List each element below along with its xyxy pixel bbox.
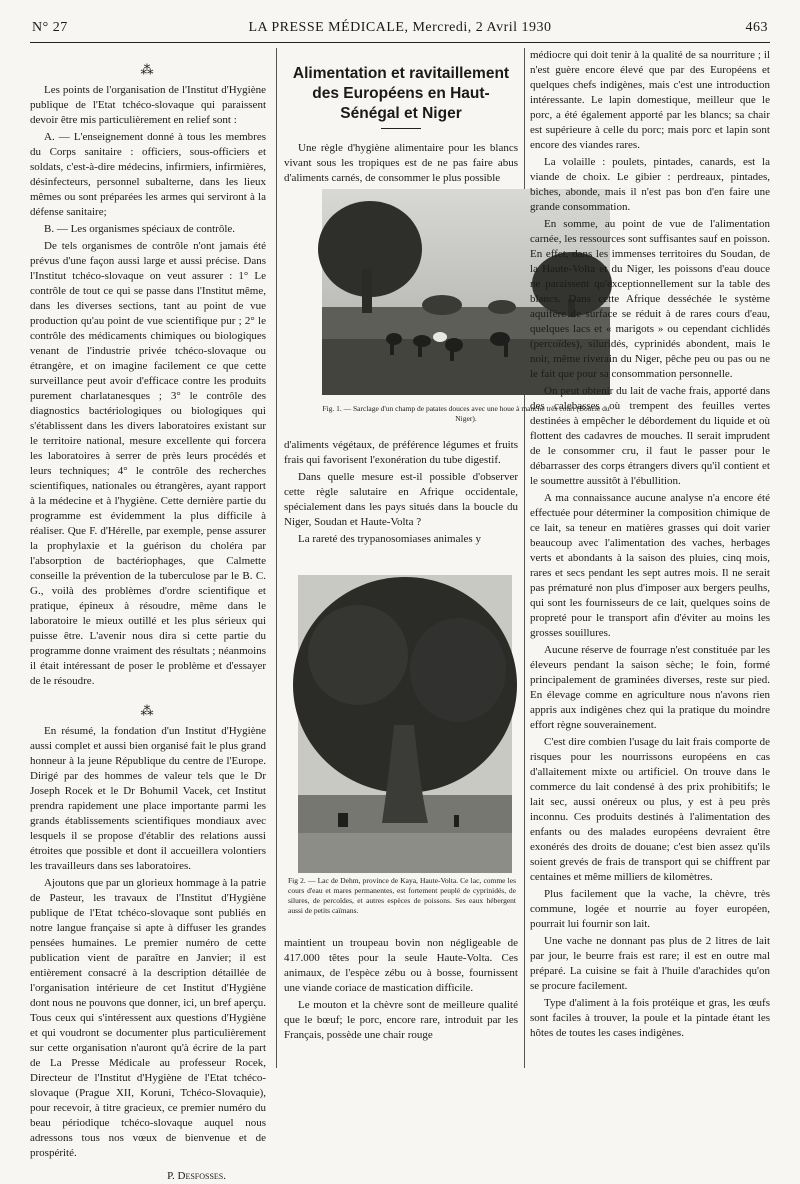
- section-separator: ⁂: [140, 62, 156, 77]
- author-signature: P. Desfosses.: [167, 1170, 226, 1182]
- paragraph: En résumé, la fondation d'un Institut d'Hygiène aussi complet et aussi bien organisé fait le plus grand honneur à la jeune République du centre de l'Europe. Dirigé par des hommes de valeur tels que le Dr Joseph Rocek et le Dr Bohumil Vacek, cet Institut prendra rapidement une place importante parmi les grands établissements scientifiques mondiaux avec lesquels il se propose d'établir des relations aussi étroites que possible et dont il accueillera volontiers les travailleurs dans ses laboratoires.: [30, 725, 266, 872]
- paragraph: Ajoutons que par un glorieux hommage à la patrie de Pasteur, les travaux de l'Institut d'Hygiène publique de l'Etat tchéco-slovaque sont publiés en notre langue française si apte à diffuser les grandes pensées humaines. Le premier numéro de cette publication vient de paraître en Janvier; il est entièrement consacré à la description détaillée de l'organisation intérieure de cet Institut d'Hygiène dont nous ne pouvons que donner, ici, un bref aperçu. Tous ceux qui s'intéressent aux questions d'Hygiène et qui voudront se documenter plus particulièrement sur cette organisation n'auront qu'à écrire de la part de La Presse Médicale au professeur Rocek, Directeur de l'Institut d'Hygiène de l'Etat tchéco-slovaque (Prague XII, Koruni, Tchéco-Slovaquie), pour recevoir, à titre gracieux, ce premier numéro du beau périodique tchéco-slovaque auquel nous adressons tous nos vœux de bienvenue et de prospérité.: [30, 877, 267, 1159]
- journal-title: LA PRESSE MÉDICALE, Mercredi, 2 Avril 1930: [248, 20, 552, 35]
- column-2: [284, 48, 518, 188]
- paragraph: On peut obtenir du lait de vache frais, apporté dans des calebasses où trempent des feuilles vertes destinées à empêcher le débordement du liquide et où flottent des cadavres de mouches. Il serait imprudent de le consommer cru, il faut le passer pour le débarrasser des corps étrangers divers qu'il contient et le soumettre aussitôt à l'ébullition.: [530, 385, 770, 487]
- paragraph: maintient un troupeau bovin non négligeable de 417.000 têtes pour la seule Haute-Volta. Ces animaux, de l'espèce zébu ou à bosse, fournissent une viande coriace de mastication difficile.: [284, 937, 518, 994]
- section-separator: ⁂: [140, 703, 156, 718]
- page-number: 463: [745, 20, 768, 35]
- column-2-end: [284, 936, 518, 1045]
- figure-2-photo: [298, 575, 512, 873]
- paragraph: Les points de l'organisation de l'Institut d'Hygiène publique de l'Etat tchéco-slovaque qui paraissent devoir être mis particulièrement en relief sont :: [30, 84, 266, 126]
- paragraph: De tels organismes de contrôle n'ont jamais été prévus d'une façon aussi large et aussi précise. Dans l'Institut tchéco-slovaque on veut assurer : 1° Le contrôle de tout ce qui se passe dans l'Institut même, dans les diverses sections, tant au point de vue production qu'au point de vue scientifique pur ; 2° le contrôle des médicaments chimiques ou biologiques venant de l'industrie privée tchéco-slovaque ou étrangère, et on imagine facilement ce que cette surveillance peut avoir d'efficace contre les produits purement charlatanesques ; 3° le contrôle des diagnostics bactériologiques ou biologiques qui s'établissent dans les divers laboratoires existant sur le territoire national, mesure excellente qui forcera les laboratoires à serrer de près leurs procédés et leurs techniques; 4° le contrôle des recherches scientifiques, nationales ou étrangères, ayant rapport à la médecine et à l'hygiène. Cette dernière partie du programme est évidemment la plus difficile à réaliser. Que F. d'Hérelle, par exemple, pense assurer la prophylaxie et la guérison du choléra par l'absorption de bactériophages, que Calmette conseille la prévention de la tuberculose par le B. C. G., voilà des problèmes d'ordre scientifique et pratique, épineux à résoudre, même dans le laboratoire le mieux outillé et les plus sérieux qui puisse être. L'avenir nous dira si cette partie du programme donne vraiment des résultats ; néanmoins il était intéressant de poser le problème et d'essayer de le résoudre.: [30, 240, 266, 687]
- paragraph: En somme, au point de vue de l'alimentation carnée, les ressources sont suffisantes sauf en poisson. En effet, dans les immenses territoires du Soudan, de la Haute-Volta et du Niger, les poissons d'eau douce ne paraissent qu'exceptionnellement sur la table des blancs. Dans cette Afrique desséchée le système aquifère de surface se réduit à de rares cours d'eau, quelques lacs et « marigots » ou cependant cichlidés (percoïdes), siluridés, cyprinidés abondent, mais le noir, même riverain du Niger, pêche peu ou pas ou ne le fait que pour sa consommation personnelle.: [530, 218, 770, 380]
- paragraph: La volaille : poulets, pintades, canards, est la viande de choix. Le gibier : perdreaux, pintades, biches, abonde, mais il n'est pas bon d'en faire une grande consommation.: [530, 156, 770, 213]
- article-title: Alimentation et ravitaillement des Européens en Haut-Sénégal et Niger: [292, 65, 510, 122]
- paragraph: B. — Les organismes spéciaux de contrôle.: [44, 223, 236, 235]
- figure-2-caption: Fig 2. — Lac de Dehm, province de Kaya, Haute-Volta. Ce lac, comme les cours d'eau et mares permanentes, est fortement peuplé de cyprinidés, de silures, de percoïdes, et autres espèces de poissons. Ses eaux hébergent aussi de petits caïmans.: [288, 876, 516, 915]
- figure-1-caption: Fig. 1. — Sarclage d'un champ de patates douces avec une houe à manche très court (Boucle du Niger).: [322, 404, 610, 423]
- paragraph: C'est dire combien l'usage du lait frais comporte de risques pour les nourrissons européens en cas d'allaitement mixte ou artificiel. On trouve dans le commerce du lait condensé à des prix prohibitifs; le lait sec, aussi onéreux ou plus, y est à peu près inconnu. Ces produits destinés à l'alimentation des enfants ou des malades européens devraient être exonérés des droits de douane; c'est bien assez qu'ils soient grevés de frais de transport qui se chiffrent par centaines et même milliers de kilomètres.: [530, 736, 770, 883]
- column-1: [30, 48, 267, 1182]
- column-2-continued: [284, 438, 518, 549]
- paragraph: A ma connaissance aucune analyse n'a encore été effectuée pour déterminer la composition chimique de ce lait, sa teneur en matières grasses qui doit varier beaucoup avec l'alimentation des vaches, herbages verts et abondants à la saison des pluies, cinq mois, rares et secs pendant les sept autres mois. Il ne serait pas prématuré non plus d'imposer aux bergers peulhs, qui sont les fournisseurs de ce lait, quelques soins de propreté pour le transport afin d'éviter au moins les grosses souillures.: [530, 492, 770, 639]
- issue-number: N° 27: [32, 20, 68, 35]
- paragraph: Le mouton et la chèvre sont de meilleure qualité que le bœuf; le porc, encore rare, introduit par les Français, possède une chair rouge: [284, 999, 518, 1041]
- paragraph: A. — L'enseignement donné à tous les membres du Corps sanitaire : officiers, sous-officiers et soldats, c'est-à-dire médecins, infirmiers, infirmières, désinfecteurs, personnel subalterne, dans les lieux mêmes ou sont préparées les armes qui serviront à la défense sanitaire;: [30, 131, 266, 218]
- paragraph: Plus facilement que la vache, la chèvre, très commune, logée et nourrie au foyer européen, pourrait lui fournir son lait.: [530, 888, 770, 930]
- column-rule: [276, 48, 277, 1068]
- tree-photo-illustration: [298, 575, 512, 873]
- paragraph: Une vache ne donnant pas plus de 2 litres de lait par jour, le beurre frais est rare; il est en outre mal préparé. La cuisine se fait à l'huile d'arachides qu'on se procure facilement.: [530, 935, 770, 992]
- paragraph: médiocre qui doit tenir à la qualité de sa nourriture ; il n'est guère encore élevé que par des Européens et quelques chefs indigènes, mais c'est une introduction intéressante. Le lapin domestique, meilleur que le porc, a été également apporté par les blancs; sa chair est supérieure à celle du porc; mais porc et lapin sont encore des viandes rares.: [530, 49, 770, 151]
- page-header: [30, 12, 770, 43]
- column-3: [530, 48, 770, 1068]
- paragraph: La rareté des trypanosomiases animales y: [298, 533, 481, 545]
- paragraph: Type d'aliment à la fois protéique et gras, les œufs sont faciles à trouver, la poule et la pintade étant les hôtes de toutes les cases indigènes.: [530, 997, 770, 1039]
- paragraph: Une règle d'hygiène alimentaire pour les blancs vivant sous les tropiques est de ne pas faire abus d'aliments carnés, de consommer le plus possible: [284, 142, 518, 184]
- paragraph: Aucune réserve de fourrage n'est constituée par les éleveurs pendant la saison sèche; le foin, formé principalement de graminées diverses, reste sur pied. En élevage comme en agriculture nous n'avons rien appris aux indigènes chez qui la pratique du moindre effort règne souverainement.: [530, 644, 770, 731]
- paragraph: d'aliments végétaux, de préférence légumes et fruits frais qui favorisent l'exonération du tube digestif.: [284, 439, 518, 466]
- title-divider: [381, 128, 421, 129]
- paragraph: Dans quelle mesure est-il possible d'observer cette règle salutaire en Afrique occidentale, spécialement dans les pays situés dans la boucle du Niger, Soudan et Haute-Volta ?: [284, 471, 518, 528]
